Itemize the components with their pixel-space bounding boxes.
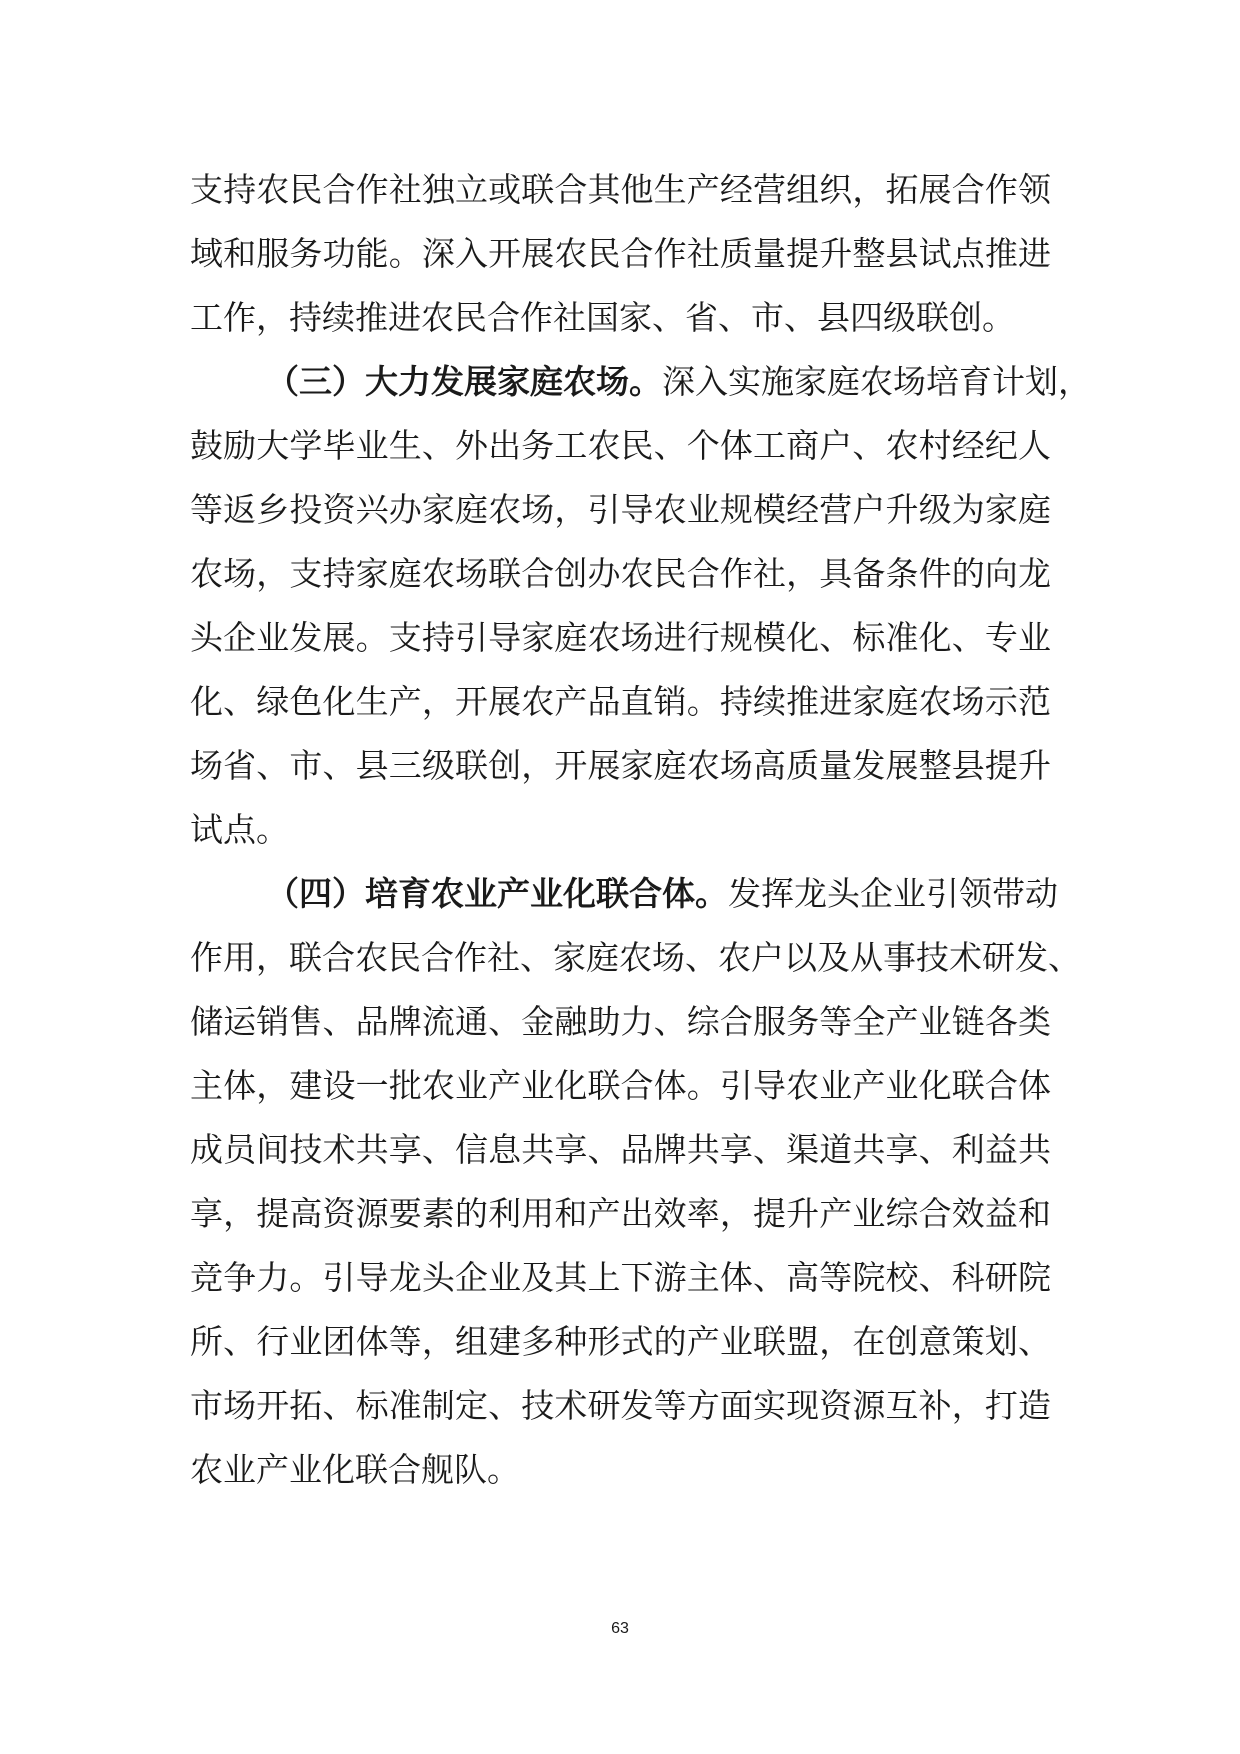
paragraph-line: 竞争力。引导龙头企业及其上下游主体、高等院校、科研院 (190, 1258, 1051, 1297)
paragraph-line: 主体，建设一批农业产业化联合体。引导农业产业化联合体 (190, 1066, 1051, 1105)
paragraph-line: 化、绿色化生产，开展农产品直销。持续推进家庭农场示范 (190, 682, 1051, 721)
body-text (190, 158, 1091, 1502)
paragraph-line: 场省、市、县三级联创，开展家庭农场高质量发展整县提升 (190, 746, 1051, 785)
paragraph-line: 工作，持续推进农民合作社国家、省、市、县四级联创。 (190, 298, 1015, 337)
paragraph-line: 农业产业化联合舰队。 (190, 1450, 520, 1489)
paragraph-first-line (190, 862, 1058, 926)
paragraph-line: 域和服务功能。深入开展农民合作社质量提升整县试点推进 (190, 234, 1051, 273)
paragraph-line: 头企业发展。支持引导家庭农场进行规模化、标准化、专业 (190, 618, 1051, 657)
paragraph-line: 支持农民合作社独立或联合其他生产经营组织，拓展合作领 (190, 170, 1051, 209)
paragraph-line: 成员间技术共享、信息共享、品牌共享、渠道共享、利益共 (190, 1130, 1051, 1169)
paragraph-line: 所、行业团体等，组建多种形式的产业联盟，在创意策划、 (190, 1322, 1051, 1361)
paragraph-line: 市场开拓、标准制定、技术研发等方面实现资源互补，打造 (190, 1386, 1051, 1425)
paragraph-text: 发挥龙头企业引领带动 (728, 874, 1058, 913)
paragraph-text: 深入实施家庭农场培育计划， (662, 362, 1091, 401)
paragraph-line: 作用，联合农民合作社、家庭农场、农户以及从事技术研发、 (190, 938, 1081, 977)
page-number: 63 (611, 1620, 629, 1637)
paragraph-line: 储运销售、品牌流通、金融助力、综合服务等全产业链各类 (190, 1002, 1051, 1041)
paragraph-line: 等返乡投资兴办家庭农场，引导农业规模经营户升级为家庭 (190, 490, 1051, 529)
paragraph-line: 试点。 (190, 810, 289, 849)
section-heading-industrial-consortium: （四）培育农业产业化联合体。 (266, 874, 728, 913)
paragraph-line: 农场，支持家庭农场联合创办农民合作社，具备条件的向龙 (190, 554, 1051, 593)
paragraph-first-line (190, 350, 1091, 414)
paragraph-line: 鼓励大学毕业生、外出务工农民、个体工商户、农村经纪人 (190, 426, 1051, 465)
section-heading-family-farms: （三）大力发展家庭农场。 (266, 362, 662, 401)
paragraph-line: 享，提高资源要素的利用和产出效率，提升产业综合效益和 (190, 1194, 1051, 1233)
